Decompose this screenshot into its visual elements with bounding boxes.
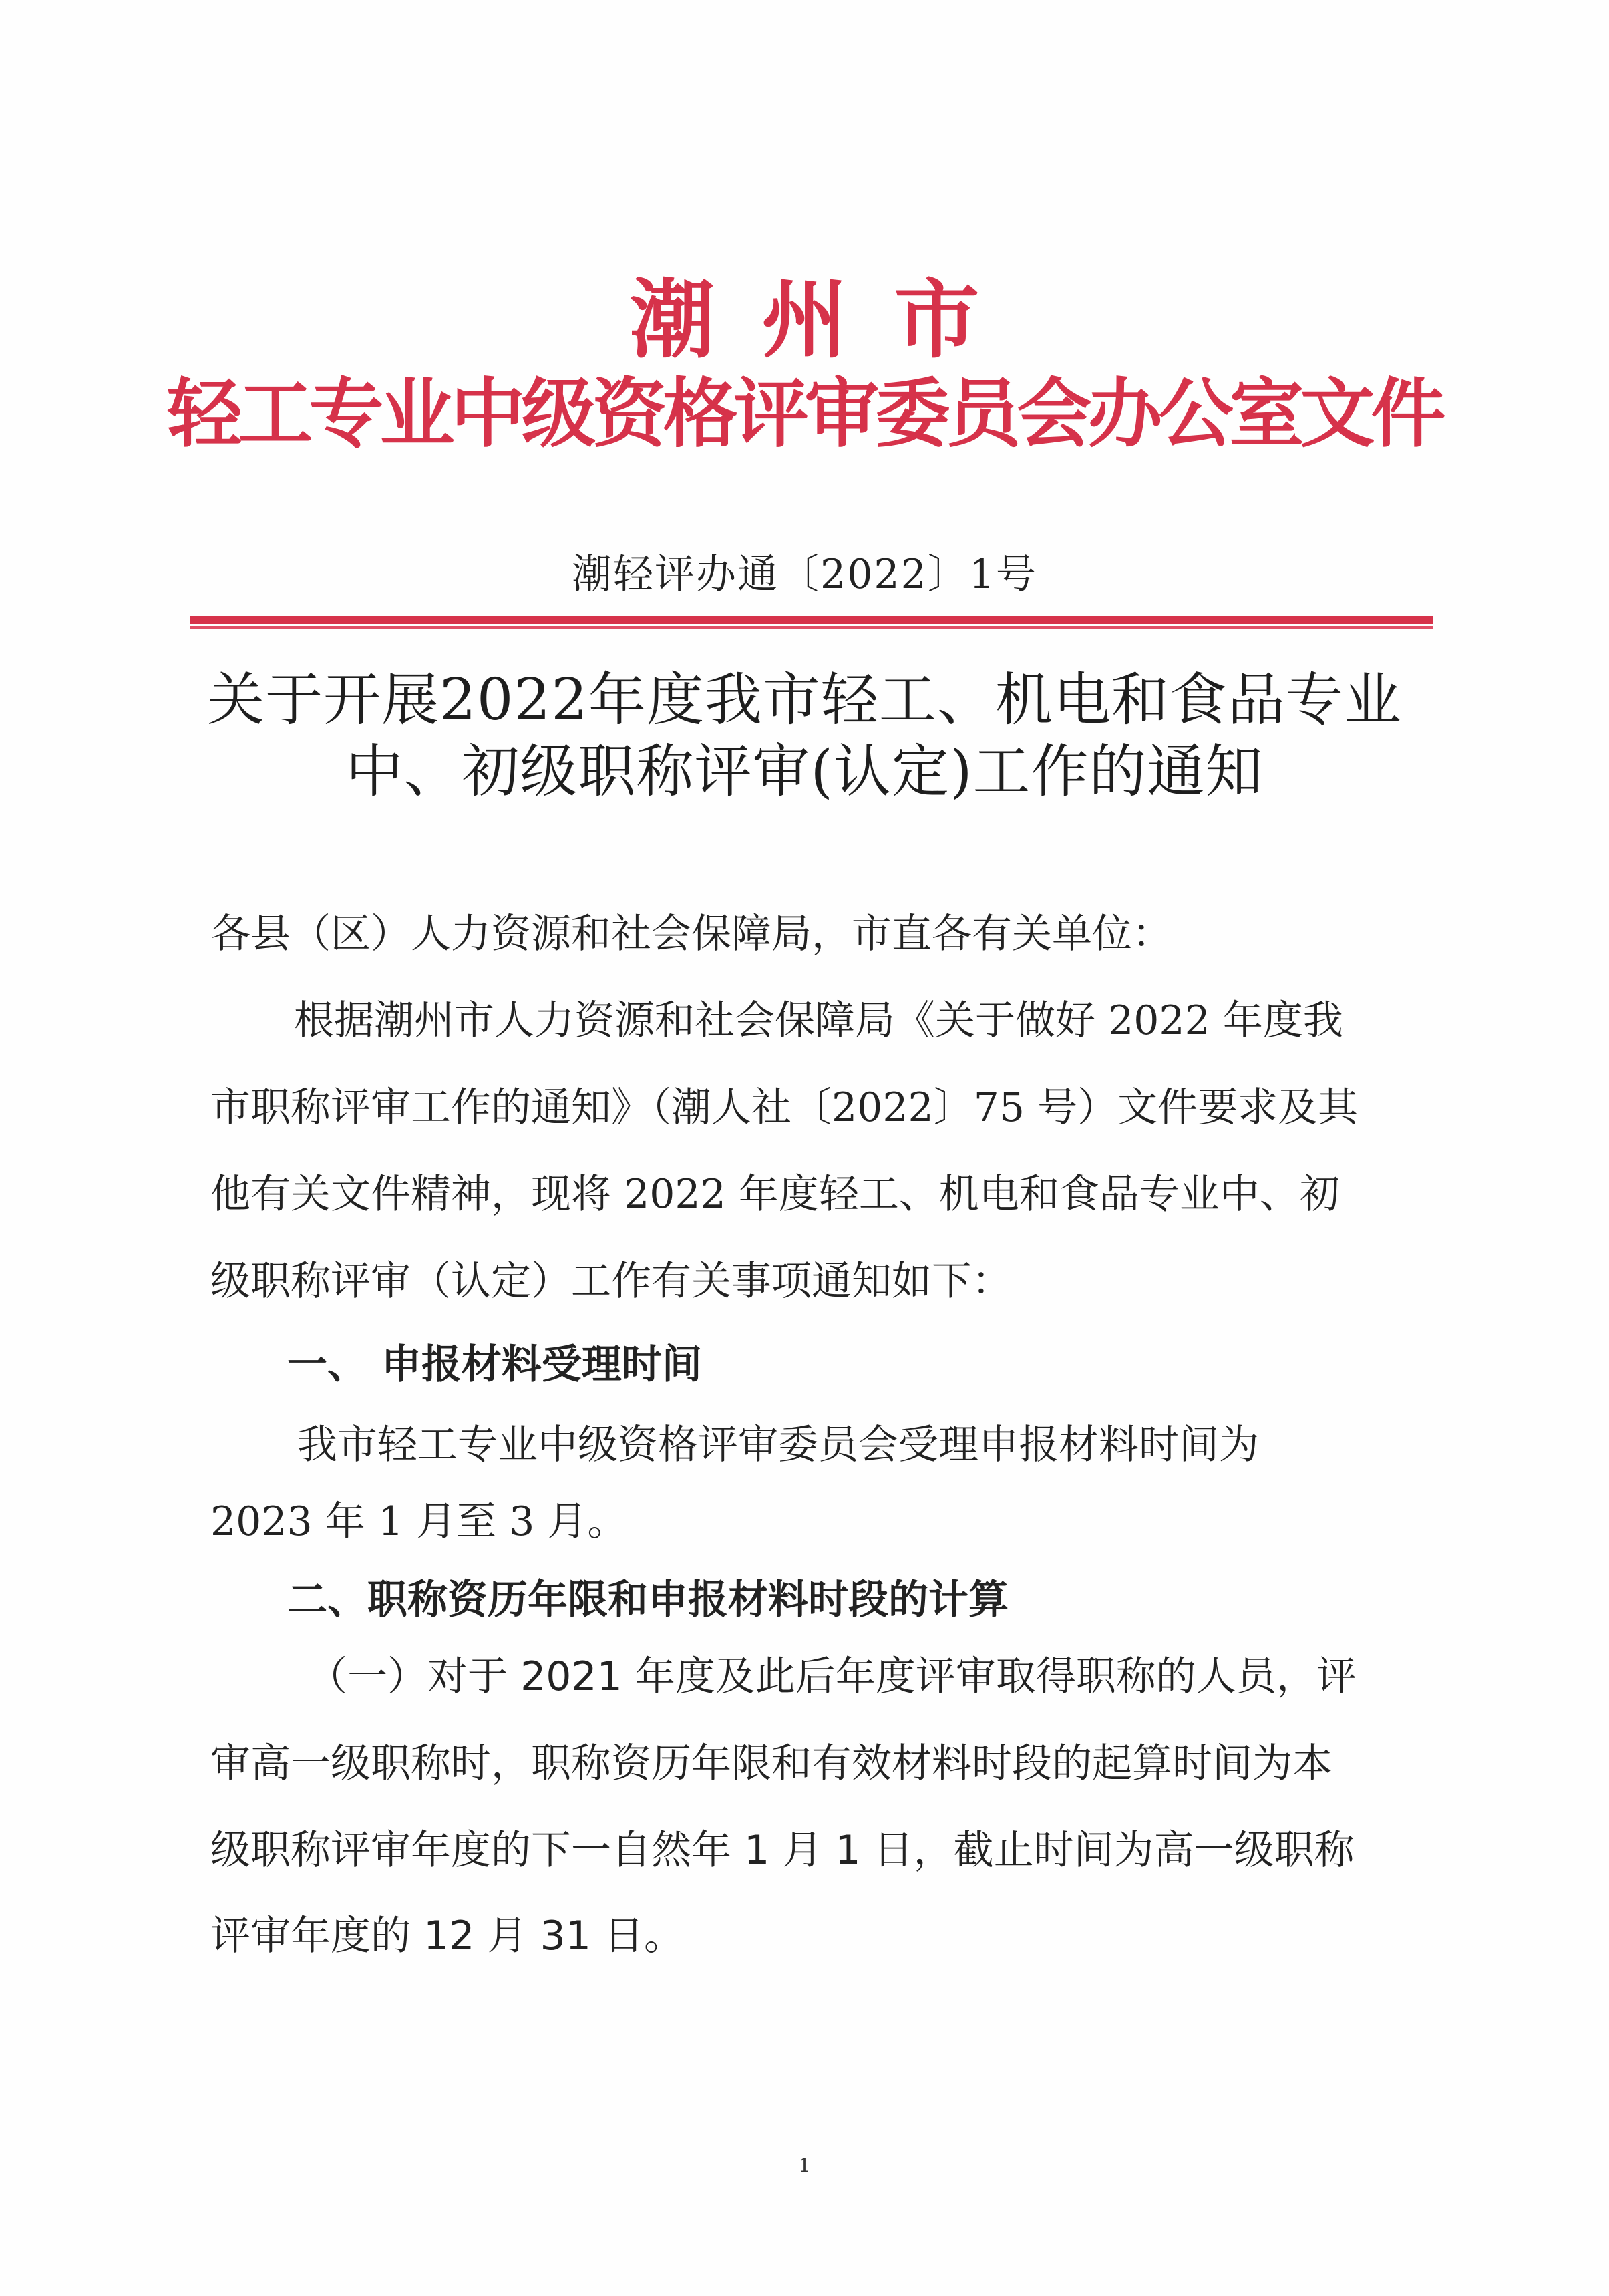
page-number: 1 xyxy=(798,2154,811,2176)
intro-line-3: 他有关文件精神，现将 2022 年度轻工、机电和食品专业中、初 xyxy=(210,1171,1340,1218)
intro-line-1: 根据潮州市人力资源和社会保障局《关于做好 2022 年度我 xyxy=(294,997,1343,1044)
section-2-heading: 二、职称资历年限和申报材料时段的计算 xyxy=(287,1577,1009,1623)
red-divider xyxy=(190,616,1433,624)
document-title-line-1: 关于开展2022年度我市轻工、机电和食品专业 xyxy=(207,667,1402,733)
salutation: 各县（区）人力资源和社会保障局，市直各有关单位： xyxy=(210,911,1172,957)
red-divider-thin xyxy=(190,626,1433,629)
intro-line-4: 级职称评审（认定）工作有关事项通知如下： xyxy=(210,1258,1012,1305)
letterhead-office: 轻工专业中级资格评审委员会办公室文件 xyxy=(167,371,1442,458)
letterhead-city: 潮州市 xyxy=(629,271,1027,370)
intro-line-2: 市职称评审工作的通知》（潮人社〔2022〕75 号）文件要求及其 xyxy=(210,1084,1359,1131)
document-number: 潮轻评办通〔2022〕1号 xyxy=(572,551,1037,598)
section-2-line-3: 级职称评审年度的下一自然年 1 月 1 日，截止时间为高一级职称 xyxy=(210,1827,1355,1874)
document-title-line-2: 中、初级职称评审(认定)工作的通知 xyxy=(345,738,1264,805)
section-2-line-2: 审高一级职称时，职称资历年限和有效材料时段的起算时间为本 xyxy=(210,1740,1332,1787)
section-1-heading: 一、 申报材料受理时间 xyxy=(287,1341,702,1388)
section-2-line-4: 评审年度的 12 月 31 日。 xyxy=(210,1913,684,1959)
section-2-line-1: （一）对于 2021 年度及此后年度评审取得职称的人员，评 xyxy=(307,1653,1357,1700)
section-1-line-1: 我市轻工专业中级资格评审委员会受理申报材料时间为 xyxy=(297,1422,1259,1468)
section-1-line-2: 2023 年 1 月至 3 月。 xyxy=(210,1498,628,1545)
